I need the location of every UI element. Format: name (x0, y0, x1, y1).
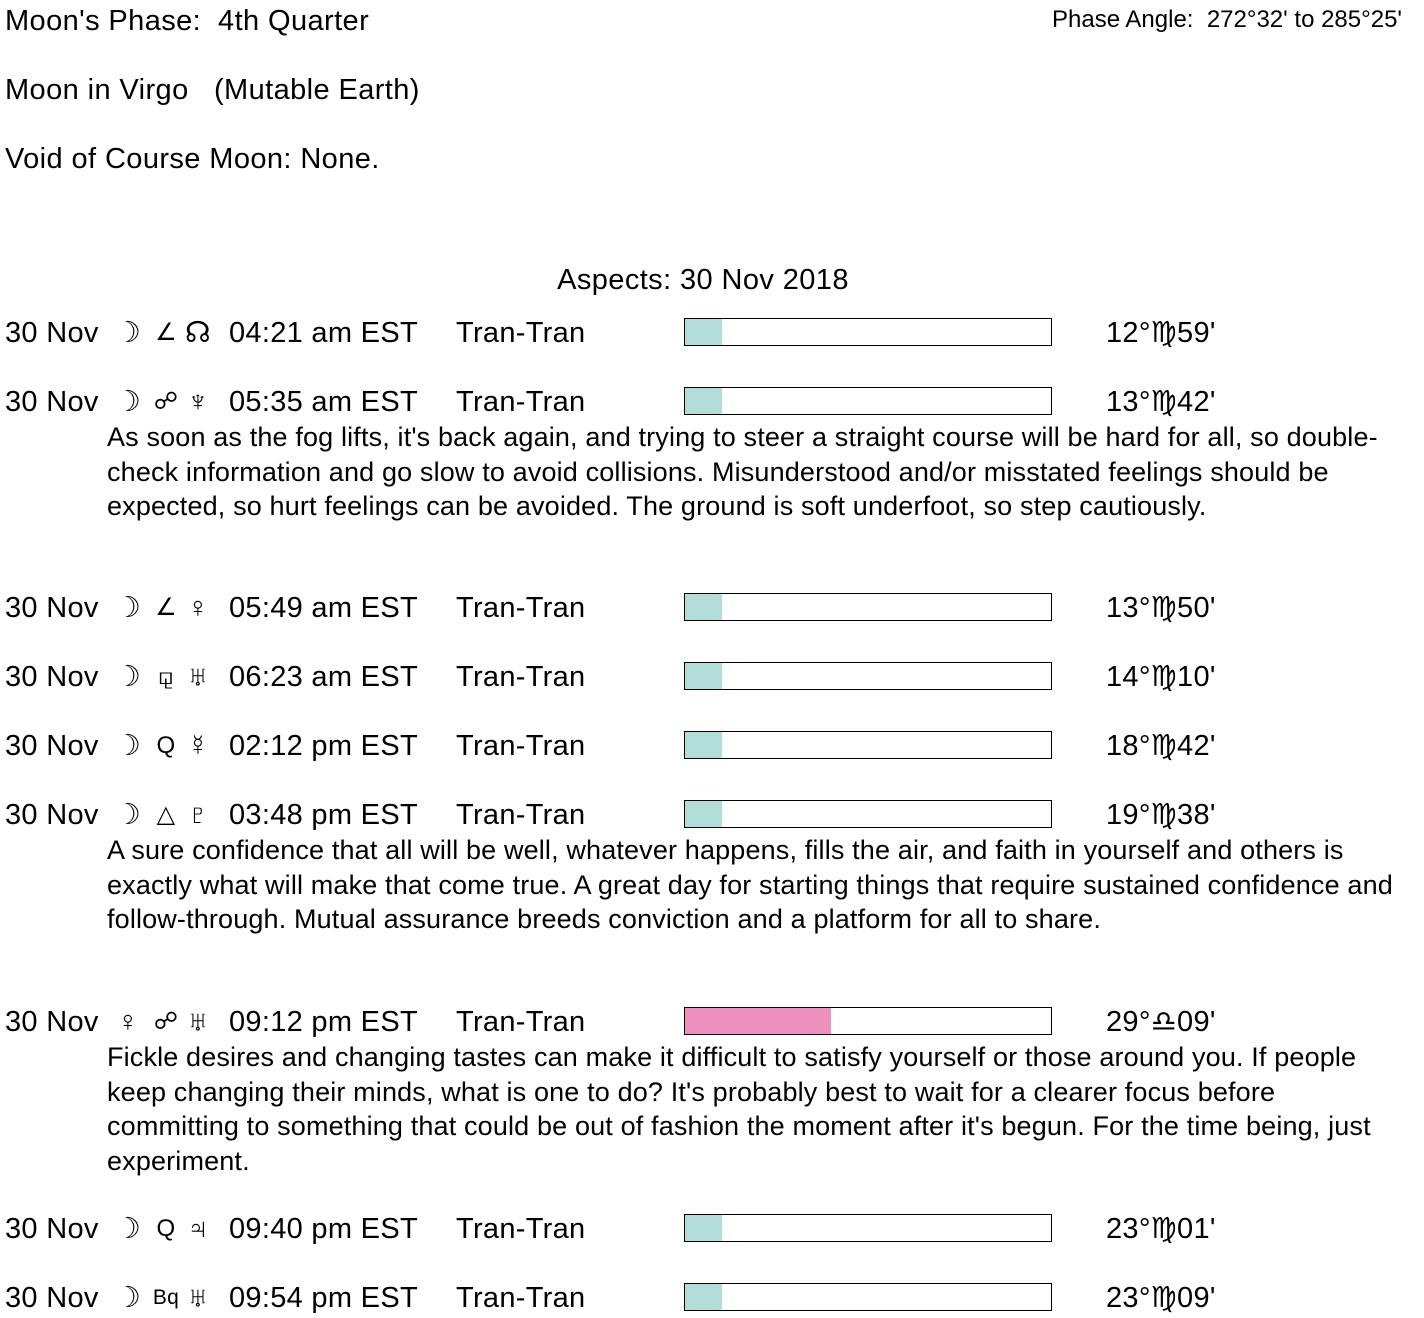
aspect-position: 12°♍59' (1106, 317, 1216, 349)
strength-fill (685, 1008, 831, 1034)
aspect-time: 03:48 pm EST (229, 799, 418, 831)
strength-bar (684, 662, 1052, 690)
sesquiquadrate-icon: ⚼ (157, 663, 175, 690)
moon-icon: ☽ (114, 592, 142, 624)
aspect-type: Tran-Tran (456, 799, 586, 831)
aspect-row (0, 1281, 1424, 1315)
aspect-date: 30 Nov (5, 592, 99, 624)
aspect-position: 19°♍38' (1106, 799, 1216, 831)
aspect-date: 30 Nov (5, 386, 99, 418)
quintile-icon: Q (156, 732, 176, 759)
aspect-date: 30 Nov (5, 1282, 99, 1314)
aspect-position: 29°♎09' (1106, 1006, 1216, 1038)
jupiter-icon: ♃ (186, 1213, 210, 1245)
aspect-time: 09:54 pm EST (229, 1282, 418, 1314)
uranus-icon: ♅ (186, 1006, 210, 1038)
strength-fill (685, 732, 722, 758)
opposition-icon: ☍ (153, 1008, 179, 1035)
pluto-icon: ♇ (186, 799, 210, 831)
strength-bar (684, 1214, 1052, 1242)
semisquare-icon: ∠ (155, 594, 177, 621)
aspect-position: 14°♍10' (1106, 661, 1216, 693)
moon-icon: ☽ (114, 661, 142, 693)
aspect-date: 30 Nov (5, 1213, 99, 1245)
aspect-row (0, 591, 1424, 625)
aspect-time: 09:40 pm EST (229, 1213, 418, 1245)
aspect-position: 13°♍42' (1106, 386, 1216, 418)
strength-fill (685, 388, 722, 414)
uranus-icon: ♅ (186, 661, 210, 693)
strength-bar (684, 731, 1052, 759)
trine-icon: △ (156, 801, 176, 828)
venus-icon: ♀ (186, 592, 210, 624)
moon-sign: Moon in Virgo (Mutable Earth) (5, 74, 420, 106)
strength-fill (685, 663, 722, 689)
strength-bar (684, 1283, 1052, 1311)
aspect-description: Fickle desires and changing tastes can make it difficult to satisfy yourself or those around you. If people keep changing their minds, what is one to do? It's probably best to wait for a clearer focus before committing to something that could be out of fashion the moment after it's begun. For the time being, just experiment. (107, 1042, 1371, 1176)
aspect-type: Tran-Tran (456, 592, 586, 624)
strength-bar (684, 800, 1052, 828)
quintile-icon: Q (156, 1215, 176, 1242)
aspect-position: 23°♍01' (1106, 1213, 1216, 1245)
venus-icon: ♀ (116, 1006, 140, 1038)
aspect-description: A sure confidence that all will be well, whatever happens, fills the air, and faith in yourself and others is exactly what will make that come true. A great day for starting things that require sustained confidence and follow-through. Mutual assurance breeds conviction and a platform for all to share. (107, 835, 1393, 934)
opposition-icon: ☍ (153, 388, 179, 415)
void-of-course: Void of Course Moon: None. (5, 143, 380, 175)
moon-icon: ☽ (114, 317, 142, 349)
moon-icon: ☽ (114, 386, 142, 418)
aspect-date: 30 Nov (5, 661, 99, 693)
aspect-type: Tran-Tran (456, 661, 586, 693)
aspect-position: 23°♍09' (1106, 1282, 1216, 1314)
aspect-date: 30 Nov (5, 1006, 99, 1038)
phase-angle: Phase Angle: 272°32' to 285°25' (1052, 6, 1402, 33)
north-node-icon: ☊ (184, 317, 212, 349)
semisquare-icon: ∠ (155, 319, 177, 346)
aspect-row (0, 798, 1424, 832)
aspect-type: Tran-Tran (456, 317, 586, 349)
aspect-row (0, 729, 1424, 763)
aspect-position: 18°♍42' (1106, 730, 1216, 762)
aspect-description: As soon as the fog lifts, it's back again, and trying to steer a straight course will be hard for all, so double-check information and go slow to avoid collisions. Misunderstood and/or misstated feelings should be expected, so hurt feelings can be avoided. The ground is soft underfoot, so step cautiously. (107, 422, 1378, 521)
strength-bar (684, 593, 1052, 621)
uranus-icon: ♅ (186, 1282, 210, 1314)
aspect-time: 04:21 am EST (229, 317, 418, 349)
aspect-type: Tran-Tran (456, 1213, 586, 1245)
aspect-date: 30 Nov (5, 730, 99, 762)
neptune-icon: ♆ (186, 386, 210, 418)
aspect-time: 05:49 am EST (229, 592, 418, 624)
aspect-type: Tran-Tran (456, 386, 586, 418)
aspect-row (0, 1005, 1424, 1039)
moon-icon: ☽ (114, 730, 142, 762)
aspect-time: 05:35 am EST (229, 386, 418, 418)
aspect-type: Tran-Tran (456, 1006, 586, 1038)
aspects-title: Aspects: 30 Nov 2018 (557, 264, 849, 296)
moon-phase: Moon's Phase: 4th Quarter (5, 5, 370, 37)
moon-icon: ☽ (114, 1282, 142, 1314)
aspect-row (0, 385, 1424, 419)
strength-bar (684, 387, 1052, 415)
strength-bar (684, 1007, 1052, 1035)
aspect-type: Tran-Tran (456, 1282, 586, 1314)
moon-icon: ☽ (114, 799, 142, 831)
strength-fill (685, 1284, 722, 1310)
aspect-time: 02:12 pm EST (229, 730, 418, 762)
aspect-date: 30 Nov (5, 799, 99, 831)
moon-icon: ☽ (114, 1213, 142, 1245)
aspect-position: 13°♍50' (1106, 592, 1216, 624)
aspect-row (0, 1212, 1424, 1246)
strength-fill (685, 594, 722, 620)
aspect-type: Tran-Tran (456, 730, 586, 762)
aspect-date: 30 Nov (5, 317, 99, 349)
aspect-time: 06:23 am EST (229, 661, 418, 693)
aspect-row (0, 316, 1424, 350)
strength-fill (685, 1215, 722, 1241)
aspect-row (0, 660, 1424, 694)
strength-bar (684, 318, 1052, 346)
aspect-time: 09:12 pm EST (229, 1006, 418, 1038)
strength-fill (685, 801, 722, 827)
strength-fill (685, 319, 722, 345)
mercury-icon: ☿ (186, 730, 210, 762)
biquintile-icon: Bq (152, 1286, 180, 1309)
